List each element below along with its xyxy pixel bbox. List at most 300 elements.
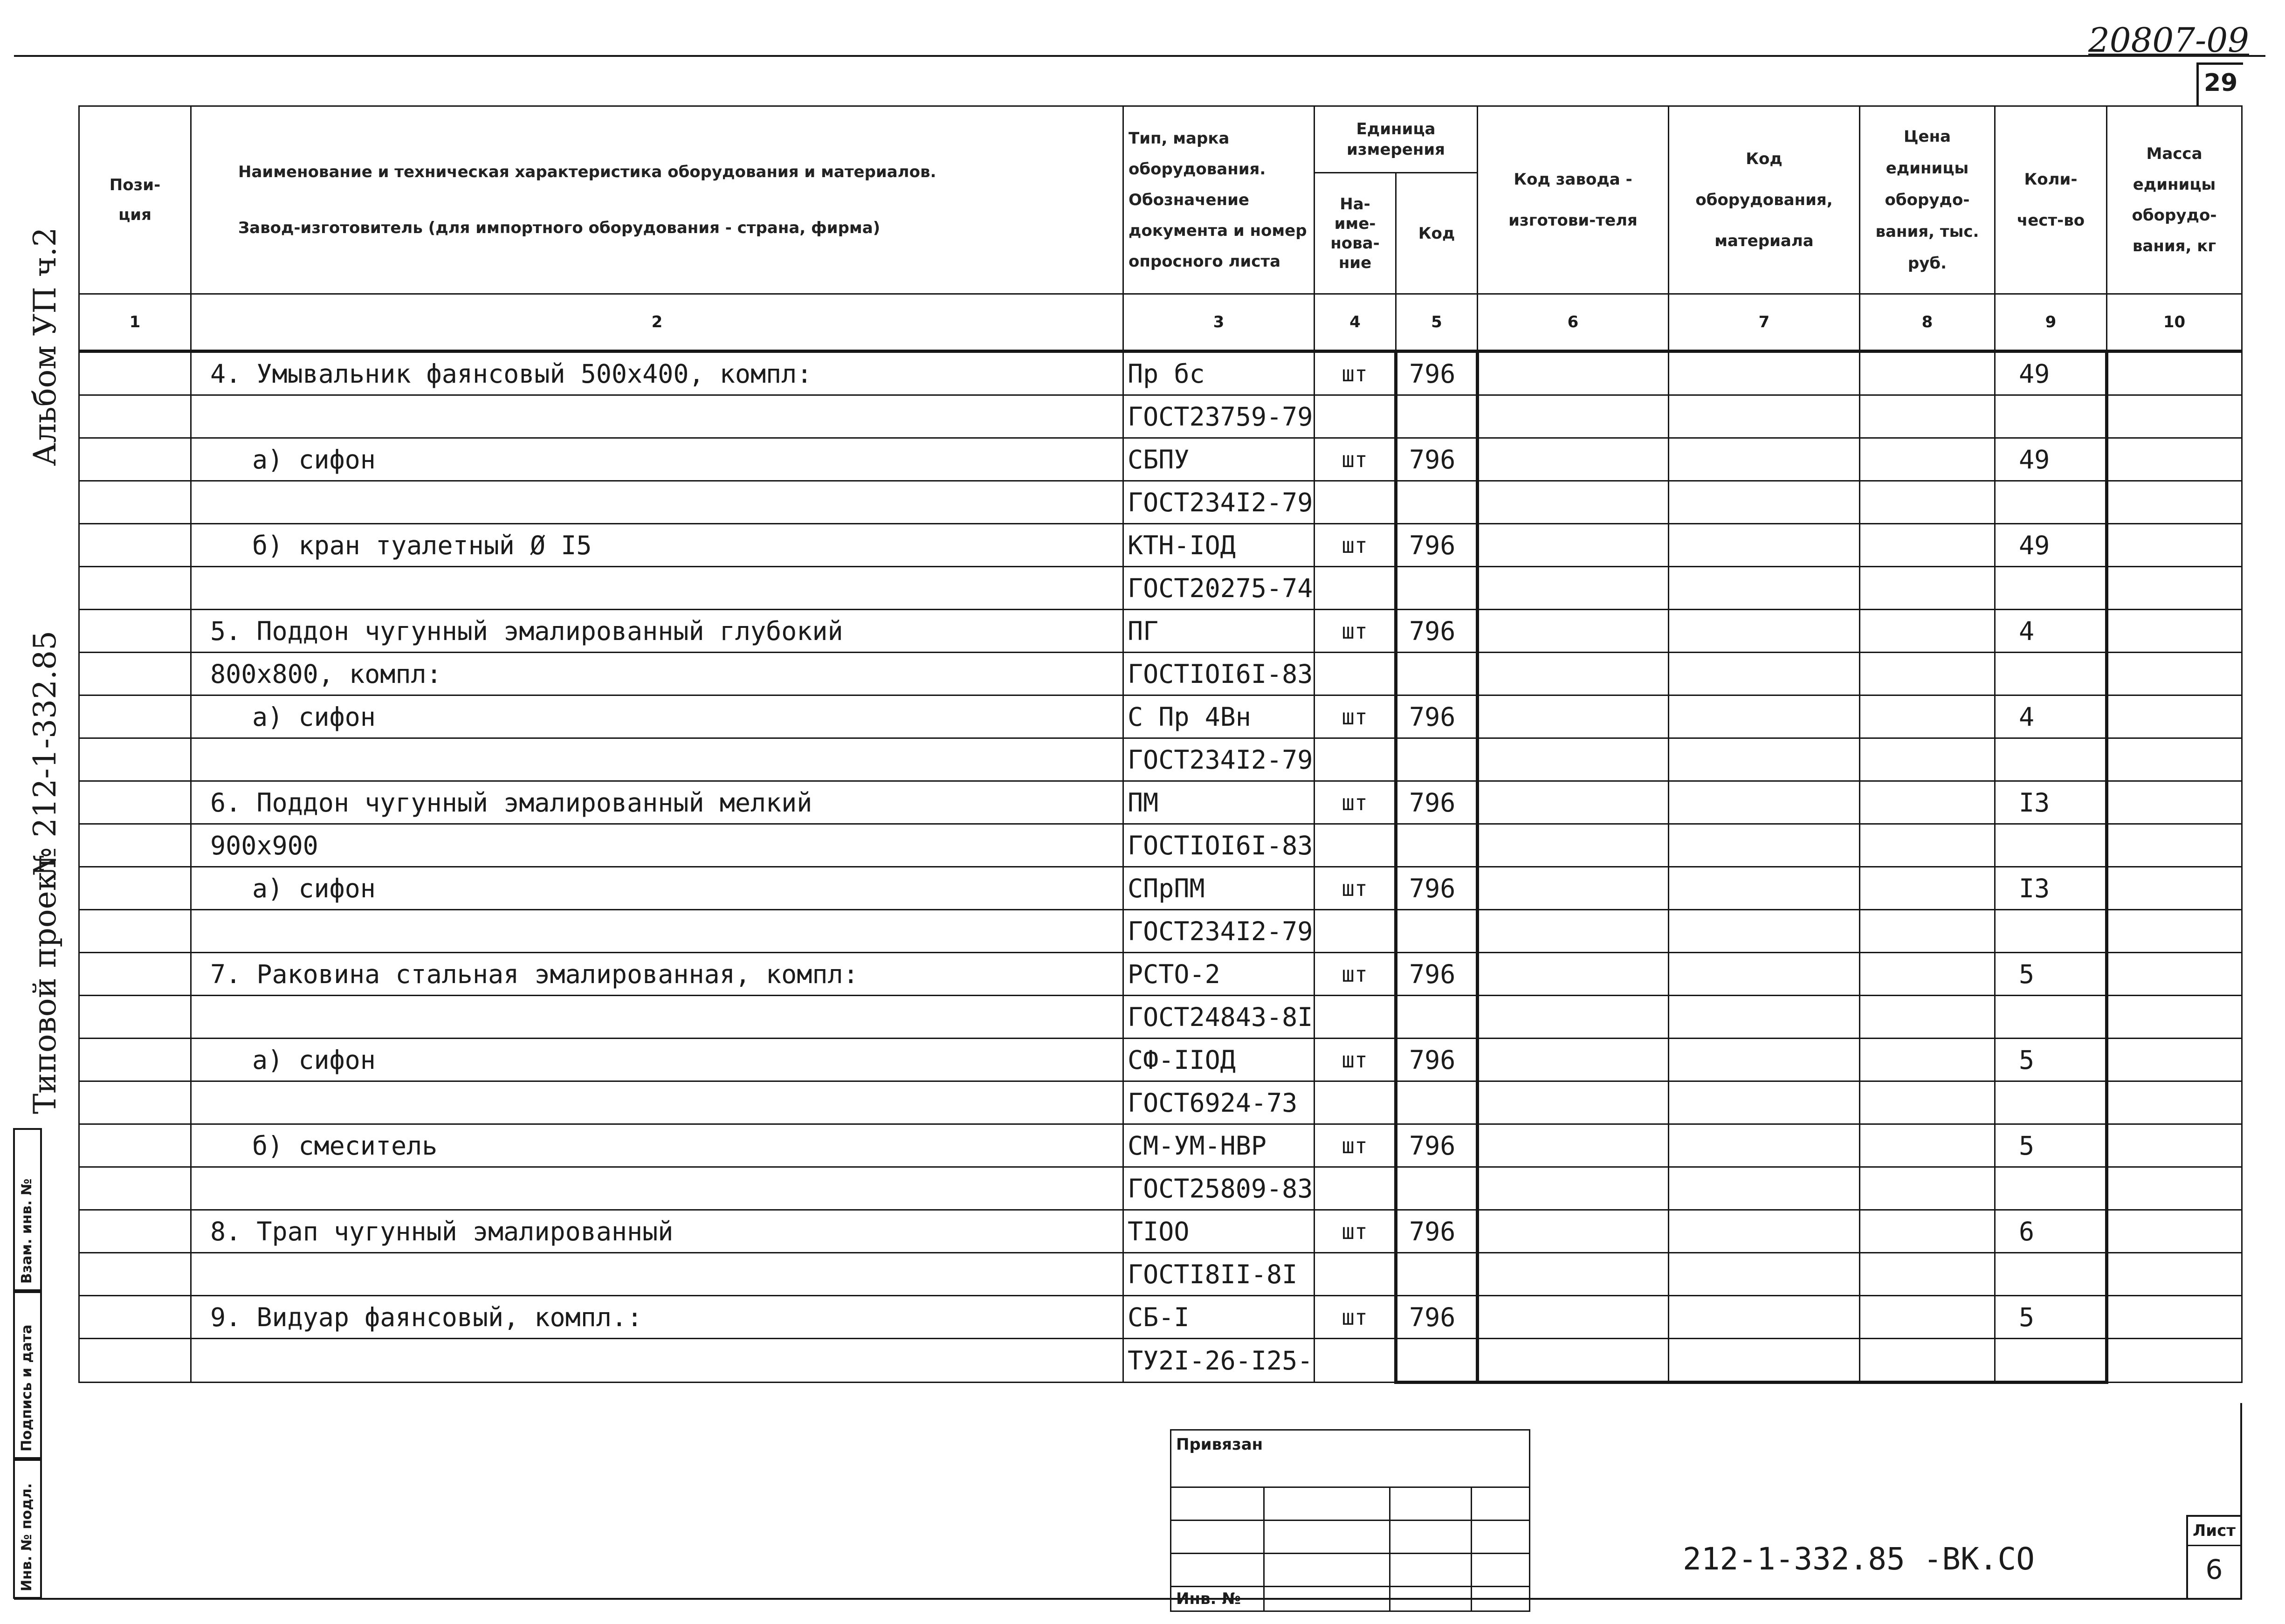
mass-cell	[2107, 1210, 2242, 1253]
qty-cell	[1995, 567, 2107, 610]
name-cell: а) сифон	[191, 438, 1123, 481]
unit-cell	[1315, 395, 1396, 438]
stamp-table	[1170, 1429, 1530, 1612]
top-frame-line	[14, 55, 2265, 57]
price-cell	[1860, 695, 1995, 738]
position-cell	[79, 824, 191, 867]
position-cell	[79, 1296, 191, 1339]
price-cell	[1860, 781, 1995, 824]
table-row	[79, 610, 2242, 653]
type-cell: ГОСТIОI6I-83	[1123, 824, 1315, 867]
mass-cell	[2107, 1039, 2242, 1081]
name-cell: 8. Трап чугунный эмалированный	[191, 1210, 1123, 1253]
unit-code-cell	[1396, 395, 1478, 438]
mass-cell	[2107, 567, 2242, 610]
type-cell: ТIОО	[1123, 1210, 1315, 1253]
table-row	[79, 781, 2242, 824]
header-type: Тип, марка оборудования. Обозначение документа и номер опросного листа	[1123, 106, 1315, 294]
unit-code-cell: 796	[1396, 867, 1478, 910]
table-row	[79, 1296, 2242, 1339]
unit-cell	[1315, 1339, 1396, 1383]
factory-code-cell	[1478, 1081, 1669, 1124]
stamp-inv-no: Инв. №	[1171, 1587, 1264, 1611]
mass-cell	[2107, 738, 2242, 781]
table-row	[79, 653, 2242, 695]
factory-code-cell	[1478, 1124, 1669, 1167]
table-row	[79, 567, 2242, 610]
position-cell	[79, 1210, 191, 1253]
header-unit: Единица измерения	[1315, 106, 1478, 173]
unit-cell	[1315, 738, 1396, 781]
position-cell	[79, 653, 191, 695]
mass-cell	[2107, 867, 2242, 910]
type-cell: СФ-IIОД	[1123, 1039, 1315, 1081]
colnum-5: 5	[1396, 294, 1478, 351]
equip-code-cell	[1669, 996, 1860, 1039]
project-number: № 212-1-332.85	[27, 631, 63, 876]
header-name-line2: Завод-изготовитель (для импортного оборудования - страна, фирма)	[238, 219, 881, 237]
unit-cell: шт	[1315, 867, 1396, 910]
position-cell	[79, 351, 191, 395]
equip-code-cell	[1669, 695, 1860, 738]
position-cell	[79, 910, 191, 953]
colnum-4: 4	[1315, 294, 1396, 351]
price-cell	[1860, 481, 1995, 524]
price-cell	[1860, 1339, 1995, 1383]
mass-cell	[2107, 695, 2242, 738]
qty-cell	[1995, 824, 2107, 867]
mass-cell	[2107, 1253, 2242, 1296]
position-cell	[79, 781, 191, 824]
equip-code-cell	[1669, 1339, 1860, 1383]
unit-cell	[1315, 910, 1396, 953]
name-cell: б) смеситель	[191, 1124, 1123, 1167]
unit-cell	[1315, 996, 1396, 1039]
unit-cell	[1315, 1081, 1396, 1124]
name-cell	[191, 910, 1123, 953]
unit-code-cell	[1396, 1167, 1478, 1210]
table-row	[79, 1339, 2242, 1383]
mass-cell	[2107, 1124, 2242, 1167]
position-cell	[79, 1253, 191, 1296]
factory-code-cell	[1478, 524, 1669, 567]
factory-code-cell	[1478, 824, 1669, 867]
equip-code-cell	[1669, 438, 1860, 481]
type-cell: ГОСТ20275-74	[1123, 567, 1315, 610]
unit-code-cell	[1396, 567, 1478, 610]
name-cell	[191, 1081, 1123, 1124]
qty-cell: 4	[1995, 610, 2107, 653]
mass-cell	[2107, 996, 2242, 1039]
unit-code-cell: 796	[1396, 1210, 1478, 1253]
vzam-inv-label: Взам. инв. №	[19, 1178, 35, 1284]
factory-code-cell	[1478, 438, 1669, 481]
type-cell: КТН-IОД	[1123, 524, 1315, 567]
factory-code-cell	[1478, 567, 1669, 610]
unit-code-cell	[1396, 1339, 1478, 1383]
header-equip-code: Код оборудования, материала	[1669, 106, 1860, 294]
qty-cell	[1995, 1253, 2107, 1296]
table-row	[79, 524, 2242, 567]
mass-cell	[2107, 910, 2242, 953]
price-cell	[1860, 524, 1995, 567]
mass-cell	[2107, 351, 2242, 395]
table-row	[79, 867, 2242, 910]
colnum-1: 1	[79, 294, 191, 351]
unit-cell	[1315, 1253, 1396, 1296]
type-cell: СПрПМ	[1123, 867, 1315, 910]
price-cell	[1860, 996, 1995, 1039]
type-cell: Пр бс	[1123, 351, 1315, 395]
type-cell: ПМ	[1123, 781, 1315, 824]
mass-cell	[2107, 653, 2242, 695]
unit-code-cell	[1396, 910, 1478, 953]
equip-code-cell	[1669, 653, 1860, 695]
mass-cell	[2107, 481, 2242, 524]
unit-code-cell: 796	[1396, 695, 1478, 738]
name-cell: а) сифон	[191, 867, 1123, 910]
colnum-8: 8	[1860, 294, 1995, 351]
mass-cell	[2107, 438, 2242, 481]
name-cell	[191, 1253, 1123, 1296]
header-pos: Пози- ция	[79, 106, 191, 294]
factory-code-cell	[1478, 481, 1669, 524]
factory-code-cell	[1478, 1339, 1669, 1383]
factory-code-cell	[1478, 1296, 1669, 1339]
mass-cell	[2107, 1081, 2242, 1124]
equip-code-cell	[1669, 481, 1860, 524]
unit-cell: шт	[1315, 781, 1396, 824]
doc-code: 212-1-332.85 -ВК.СО	[1683, 1541, 2035, 1577]
name-cell: 800х800, компл:	[191, 653, 1123, 695]
unit-code-cell: 796	[1396, 781, 1478, 824]
type-cell: ГОСТ234I2-79	[1123, 910, 1315, 953]
colnum-2: 2	[191, 294, 1123, 351]
mass-cell	[2107, 824, 2242, 867]
unit-code-cell	[1396, 1253, 1478, 1296]
qty-cell: 5	[1995, 1039, 2107, 1081]
equip-code-cell	[1669, 738, 1860, 781]
price-cell	[1860, 351, 1995, 395]
table-row	[79, 395, 2242, 438]
price-cell	[1860, 610, 1995, 653]
colnum-6: 6	[1478, 294, 1669, 351]
unit-code-cell	[1396, 996, 1478, 1039]
price-cell	[1860, 1167, 1995, 1210]
qty-cell: 5	[1995, 1124, 2107, 1167]
unit-cell: шт	[1315, 1210, 1396, 1253]
price-cell	[1860, 910, 1995, 953]
table-row	[79, 953, 2242, 996]
equip-code-cell	[1669, 910, 1860, 953]
header-row	[79, 106, 2242, 173]
factory-code-cell	[1478, 1039, 1669, 1081]
price-cell	[1860, 567, 1995, 610]
mass-cell	[2107, 953, 2242, 996]
spec-table	[78, 105, 2243, 1384]
position-cell	[79, 1039, 191, 1081]
qty-cell	[1995, 910, 2107, 953]
mass-cell	[2107, 1167, 2242, 1210]
equip-code-cell	[1669, 1253, 1860, 1296]
type-cell: ГОСТ24843-8I	[1123, 996, 1315, 1039]
type-cell: ГОСТI8II-8I	[1123, 1253, 1315, 1296]
position-cell	[79, 438, 191, 481]
equip-code-cell	[1669, 1210, 1860, 1253]
header-mass: Масса единицы оборудо-вания, кг	[2107, 106, 2242, 294]
name-cell	[191, 481, 1123, 524]
factory-code-cell	[1478, 996, 1669, 1039]
margin-box-vzam	[13, 1128, 42, 1291]
factory-code-cell	[1478, 610, 1669, 653]
equip-code-cell	[1669, 395, 1860, 438]
margin-box-sign	[13, 1291, 42, 1459]
name-cell	[191, 567, 1123, 610]
equip-code-cell	[1669, 1081, 1860, 1124]
table-row	[79, 438, 2242, 481]
position-cell	[79, 996, 191, 1039]
type-cell: ГОСТ23759-79	[1123, 395, 1315, 438]
colnum-3: 3	[1123, 294, 1315, 351]
mass-cell	[2107, 610, 2242, 653]
mass-cell	[2107, 395, 2242, 438]
unit-code-cell: 796	[1396, 953, 1478, 996]
unit-cell	[1315, 824, 1396, 867]
equip-code-cell	[1669, 824, 1860, 867]
unit-cell	[1315, 653, 1396, 695]
page-number: 29	[2204, 69, 2238, 97]
type-cell: ГОСТ234I2-79	[1123, 738, 1315, 781]
qty-cell	[1995, 996, 2107, 1039]
position-cell	[79, 867, 191, 910]
factory-code-cell	[1478, 653, 1669, 695]
position-cell	[79, 1081, 191, 1124]
name-cell: 9. Видуар фаянсовый, компл.:	[191, 1296, 1123, 1339]
unit-cell: шт	[1315, 695, 1396, 738]
inv-podl-label: Инв. № подл.	[19, 1483, 35, 1591]
name-cell	[191, 996, 1123, 1039]
unit-code-cell	[1396, 824, 1478, 867]
position-cell	[79, 953, 191, 996]
unit-code-cell: 796	[1396, 351, 1478, 395]
colnum-10: 10	[2107, 294, 2242, 351]
qty-cell: 6	[1995, 1210, 2107, 1253]
equip-code-cell	[1669, 1167, 1860, 1210]
unit-code-cell	[1396, 1081, 1478, 1124]
unit-code-cell: 796	[1396, 1296, 1478, 1339]
price-cell	[1860, 867, 1995, 910]
table-row	[79, 1081, 2242, 1124]
mass-cell	[2107, 781, 2242, 824]
unit-code-cell	[1396, 738, 1478, 781]
stamp-privyazan: Привязан	[1171, 1430, 1530, 1487]
qty-cell	[1995, 1081, 2107, 1124]
name-cell: 7. Раковина стальная эмалированная, компл:	[191, 953, 1123, 996]
sheet-number: 6	[2205, 1554, 2223, 1585]
factory-code-cell	[1478, 351, 1669, 395]
spec-sheet	[78, 105, 2241, 1411]
unit-cell: шт	[1315, 1296, 1396, 1339]
margin-box-inv	[13, 1459, 42, 1599]
qty-cell	[1995, 1339, 2107, 1383]
unit-cell	[1315, 481, 1396, 524]
table-row	[79, 1039, 2242, 1081]
table-row	[79, 351, 2242, 395]
unit-code-cell: 796	[1396, 1039, 1478, 1081]
qty-cell: 49	[1995, 438, 2107, 481]
equip-code-cell	[1669, 1296, 1860, 1339]
column-number-row	[79, 294, 2242, 351]
unit-code-cell: 796	[1396, 610, 1478, 653]
factory-code-cell	[1478, 910, 1669, 953]
price-cell	[1860, 1081, 1995, 1124]
position-cell	[79, 567, 191, 610]
name-cell: 5. Поддон чугунный эмалированный глубокий	[191, 610, 1123, 653]
name-cell: 900х900	[191, 824, 1123, 867]
equip-code-cell	[1669, 781, 1860, 824]
factory-code-cell	[1478, 1210, 1669, 1253]
qty-cell	[1995, 395, 2107, 438]
table-row	[79, 910, 2242, 953]
price-cell	[1860, 438, 1995, 481]
price-cell	[1860, 1124, 1995, 1167]
price-cell	[1860, 738, 1995, 781]
factory-code-cell	[1478, 395, 1669, 438]
type-cell: ГОСТIОI6I-83	[1123, 653, 1315, 695]
position-cell	[79, 738, 191, 781]
bottom-frame-line	[14, 1598, 2242, 1600]
mass-cell	[2107, 524, 2242, 567]
album-label: Альбом УП ч.2	[27, 227, 63, 466]
price-cell	[1860, 1210, 1995, 1253]
type-cell: ГОСТ6924-73	[1123, 1081, 1315, 1124]
position-cell	[79, 695, 191, 738]
equip-code-cell	[1669, 867, 1860, 910]
unit-cell: шт	[1315, 610, 1396, 653]
position-cell	[79, 1339, 191, 1383]
qty-cell	[1995, 481, 2107, 524]
colnum-9: 9	[1995, 294, 2107, 351]
factory-code-cell	[1478, 695, 1669, 738]
unit-code-cell: 796	[1396, 1124, 1478, 1167]
qty-cell	[1995, 653, 2107, 695]
qty-cell: I3	[1995, 867, 2107, 910]
table-row	[79, 481, 2242, 524]
name-cell	[191, 1167, 1123, 1210]
type-cell: СБ-I	[1123, 1296, 1315, 1339]
qty-cell: 49	[1995, 351, 2107, 395]
factory-code-cell	[1478, 781, 1669, 824]
name-cell: а) сифон	[191, 695, 1123, 738]
unit-cell	[1315, 1167, 1396, 1210]
type-cell: ТУ2I-26-I25-	[1123, 1339, 1315, 1383]
corner-code: 20807-09	[2088, 21, 2249, 60]
colnum-7: 7	[1669, 294, 1860, 351]
name-cell: а) сифон	[191, 1039, 1123, 1081]
qty-cell	[1995, 738, 2107, 781]
price-cell	[1860, 1296, 1995, 1339]
unit-cell: шт	[1315, 953, 1396, 996]
table-row	[79, 1210, 2242, 1253]
qty-cell: 49	[1995, 524, 2107, 567]
mass-cell	[2107, 1339, 2242, 1383]
unit-code-cell: 796	[1396, 524, 1478, 567]
price-cell	[1860, 1039, 1995, 1081]
position-cell	[79, 395, 191, 438]
factory-code-cell	[1478, 953, 1669, 996]
sheet-box	[2186, 1515, 2242, 1600]
header-unit-code: Код	[1396, 173, 1478, 294]
factory-code-cell	[1478, 738, 1669, 781]
header-qty: Коли-чест-во	[1995, 106, 2107, 294]
price-cell	[1860, 653, 1995, 695]
position-cell	[79, 610, 191, 653]
qty-cell	[1995, 1167, 2107, 1210]
header-name	[191, 106, 1123, 294]
equip-code-cell	[1669, 1039, 1860, 1081]
project-label: Типовой проект	[27, 854, 63, 1114]
table-row	[79, 1253, 2242, 1296]
unit-code-cell	[1396, 653, 1478, 695]
position-cell	[79, 1167, 191, 1210]
unit-cell: шт	[1315, 1124, 1396, 1167]
header-unit-name: На-име-нова-ние	[1315, 173, 1396, 294]
unit-code-cell	[1396, 481, 1478, 524]
type-cell: СБПУ	[1123, 438, 1315, 481]
spec-rows	[79, 351, 2242, 1383]
factory-code-cell	[1478, 1167, 1669, 1210]
mass-cell	[2107, 1296, 2242, 1339]
header-name-line1: Наименование и техническая характеристика оборудования и материалов.	[238, 163, 936, 181]
sheet-label: Лист	[2188, 1517, 2240, 1546]
price-cell	[1860, 824, 1995, 867]
name-cell	[191, 738, 1123, 781]
equip-code-cell	[1669, 953, 1860, 996]
type-cell: ГОСТ234I2-79	[1123, 481, 1315, 524]
price-cell	[1860, 1253, 1995, 1296]
qty-cell: 5	[1995, 953, 2107, 996]
unit-cell: шт	[1315, 524, 1396, 567]
table-row	[79, 695, 2242, 738]
position-cell	[79, 1124, 191, 1167]
name-cell: б) кран туалетный Ø I5	[191, 524, 1123, 567]
name-cell	[191, 1339, 1123, 1383]
equip-code-cell	[1669, 567, 1860, 610]
type-cell: ГОСТ25809-83	[1123, 1167, 1315, 1210]
type-cell: СМ-УМ-НВР	[1123, 1124, 1315, 1167]
equip-code-cell	[1669, 1124, 1860, 1167]
unit-code-cell: 796	[1396, 438, 1478, 481]
factory-code-cell	[1478, 867, 1669, 910]
unit-cell: шт	[1315, 438, 1396, 481]
qty-cell: 5	[1995, 1296, 2107, 1339]
sign-date-label: Подпись и дата	[19, 1324, 35, 1452]
table-row	[79, 996, 2242, 1039]
position-cell	[79, 524, 191, 567]
table-row	[79, 1167, 2242, 1210]
unit-cell: шт	[1315, 1039, 1396, 1081]
name-cell: 4. Умывальник фаянсовый 500х400, компл:	[191, 351, 1123, 395]
type-cell: РСТО-2	[1123, 953, 1315, 996]
price-cell	[1860, 953, 1995, 996]
table-row	[79, 824, 2242, 867]
type-cell: ПГ	[1123, 610, 1315, 653]
name-cell: 6. Поддон чугунный эмалированный мелкий	[191, 781, 1123, 824]
equip-code-cell	[1669, 524, 1860, 567]
type-cell: С Пр 4Вн	[1123, 695, 1315, 738]
qty-cell: 4	[1995, 695, 2107, 738]
unit-cell	[1315, 567, 1396, 610]
